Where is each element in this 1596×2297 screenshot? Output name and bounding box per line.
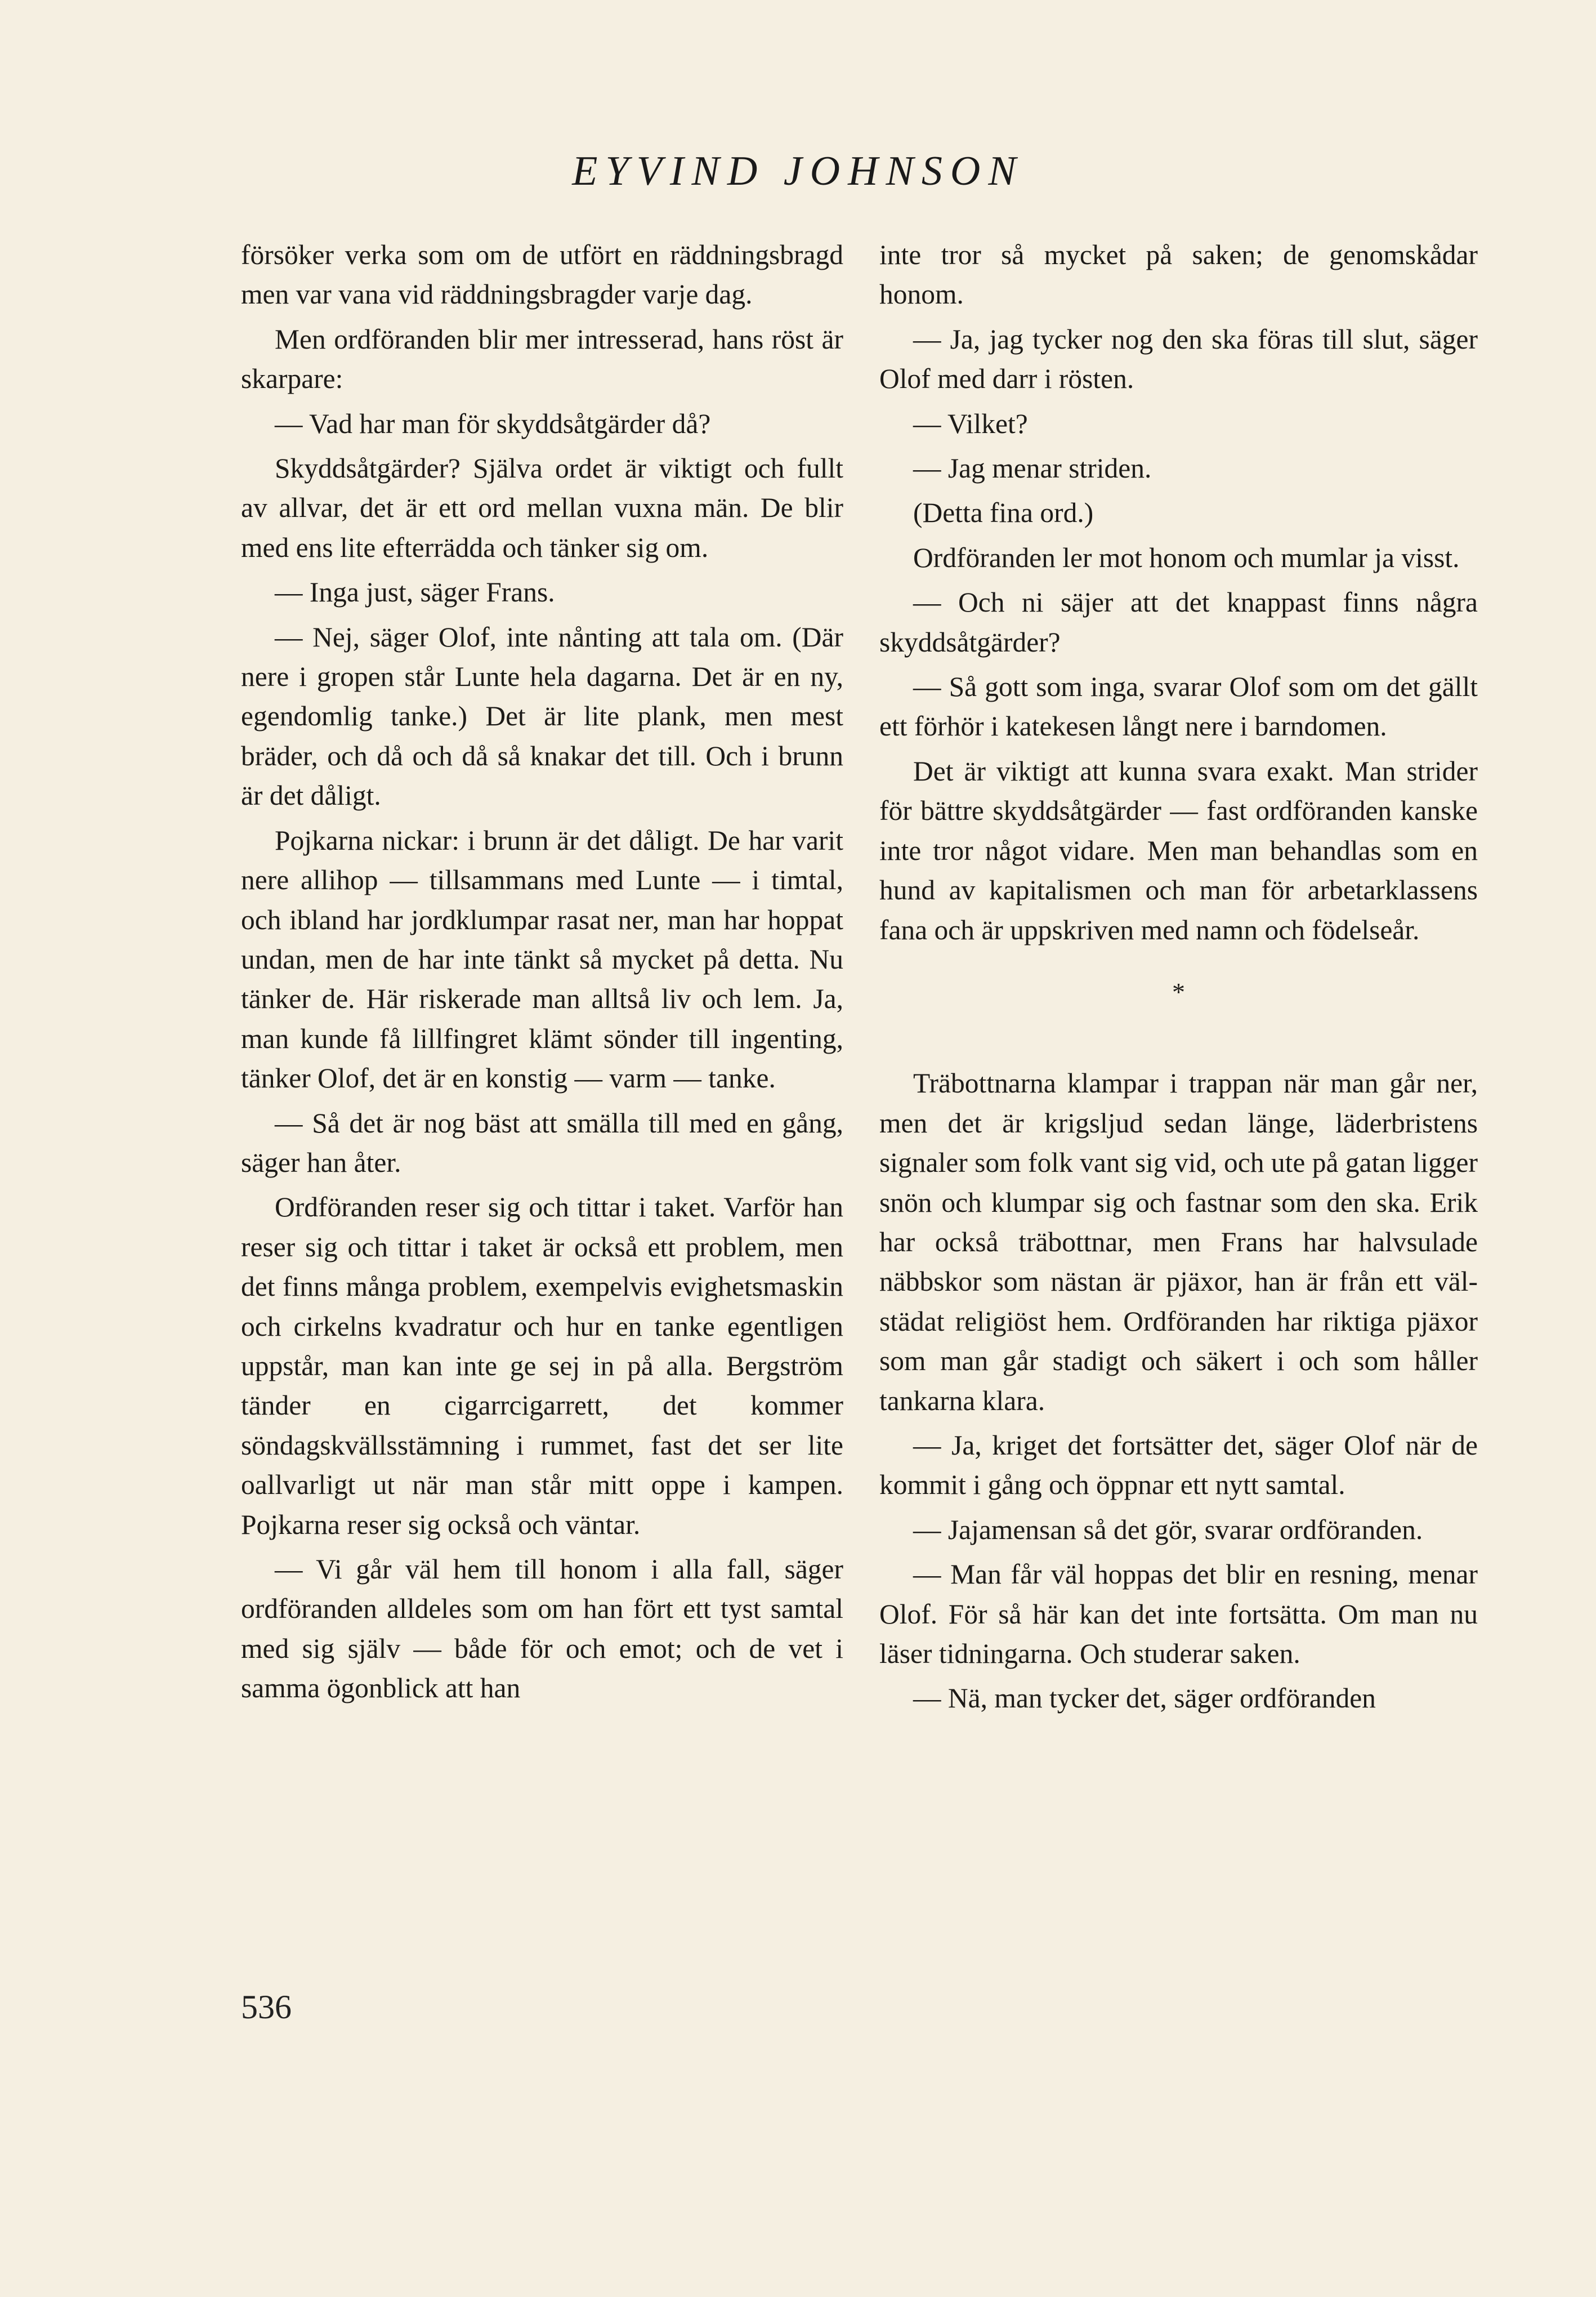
paragraph: — Ja, jag tycker nog den ska föras till slut, säger Olof med darr i rösten.	[879, 323, 1478, 395]
paragraph: — Och ni säjer att det knappast finns några skyddsåtgärder?	[879, 587, 1478, 658]
paragraph: — Jag menar striden.	[913, 453, 1152, 484]
paragraph: — Vi går väl hem till honom i alla fall, säger ordföranden alldeles som om han fört ett tyst samtal med sig själv — både för och emot; och de vet i samma ögonblick att han	[241, 1554, 843, 1704]
paragraph: Träbottnarna klampar i trappan när man går ner, men det är krigsljud sedan länge, läderbristens signaler som folk vant sig vid, och ute på gatan ligger snön och klumpar sig och fastnar som den ska. Erik har också träbottnar, men Frans har halvsulade näbbskor som nästan är pjäxor, han är från ett välstädat religiöst hem. Ordföranden har riktiga pjäxor som man går stadigt och säkert i och som håller tankarna klara.	[879, 1068, 1478, 1416]
paragraph: — Inga just, säger Frans.	[275, 577, 555, 608]
paragraph: Men ordföranden blir mer intresserad, hans röst är skarpare:	[241, 323, 843, 395]
paragraph: — Så gott som inga, svarar Olof som om det gällt ett förhör i katekesen långt nere i barndomen.	[879, 671, 1478, 742]
paragraph: — Man får väl hoppas det blir en resning, menar Olof. För så här kan det inte fortsätta. Om man nu läser tidningarna. Och studerar saken.	[879, 1559, 1478, 1669]
paragraph: Ordföranden ler mot honom och mumlar ja visst.	[913, 542, 1460, 573]
paragraph: Pojkarna nickar: i brunn är det dåligt. De har varit nere allihop — tillsammans med Lunte — i timtal, och ibland har jordklumpar rasat ner, man har hoppat undan, men de har inte tänkt så mycket på detta. Nu tänker de. Här riskerade man alltså liv och lem. Ja, man kunde få lillfingret klämt sönder till ingenting, tänker Olof, det är en konstig — varm — tanke.	[241, 824, 843, 1094]
section-break: *	[1172, 977, 1185, 1006]
left-column	[241, 235, 843, 1714]
paragraph: försöker verka som om de utfört en räddningsbragd men var vana vid räddningsbragder varje dag.	[241, 239, 843, 310]
paragraph: — Ja, kriget det fortsätter det, säger Olof när de kommit i gång och öppnar ett nytt samtal.	[879, 1429, 1478, 1501]
paragraph: Skyddsåtgärder? Själva ordet är viktigt och fullt av allvar, det är ett ord mellan vuxna män. De blir med ens lite efterrädda och tänker sig om.	[241, 453, 843, 563]
paragraph: (Detta fina ord.)	[913, 497, 1094, 529]
paragraph: inte tror så mycket på saken; de genomskådar honom.	[879, 239, 1478, 310]
paragraph: — Vilket?	[913, 408, 1028, 439]
paragraph: Det är viktigt att kunna svara exakt. Man strider för bättre skyddsåtgärder — fast ordföranden kanske inte tror något vidare. Men man behandlas som en hund av kapitalismen och man för arbetarklassens fana och är uppskriven med namn och födelseår.	[879, 755, 1478, 945]
paragraph: — Jajamensan så det gör, svarar ordföranden.	[913, 1514, 1423, 1545]
paragraph: — Nej, säger Olof, inte nånting att tala om. (Där nere i gropen står Lunte hela dagarna. Det är en ny, egendomlig tanke.) Det är lite plank, men mest bräder, och då och då så knakar det till. Och i brunn är det dåligt.	[241, 621, 843, 811]
paragraph: — Så det är nog bäst att smälla till med en gång, säger han åter.	[241, 1107, 843, 1178]
right-column	[879, 235, 1478, 1724]
paragraph: Ordföranden reser sig och tittar i taket. Varför han reser sig och tittar i taket är också ett problem, men det finns många problem, exempelvis evighetsmaskin och cirkelns kvadratur och hur en tanke egentligen uppstår, man kan inte ge sej in på alla. Bergström tänder en cigarrcigarrett, det kommer söndagskvällsstämning i rummet, fast det ser lite oallvarligt ut när man står mitt oppe i kampen. Pojkarna reser sig också och väntar.	[241, 1192, 843, 1540]
paragraph: — Nä, man tycker det, säger ordföranden	[913, 1683, 1376, 1714]
running-header-author: EYVIND JOHNSON	[572, 148, 1024, 194]
paragraph: — Vad har man för skyddsåtgärder då?	[275, 408, 711, 439]
page-number: 536	[241, 1988, 292, 2026]
